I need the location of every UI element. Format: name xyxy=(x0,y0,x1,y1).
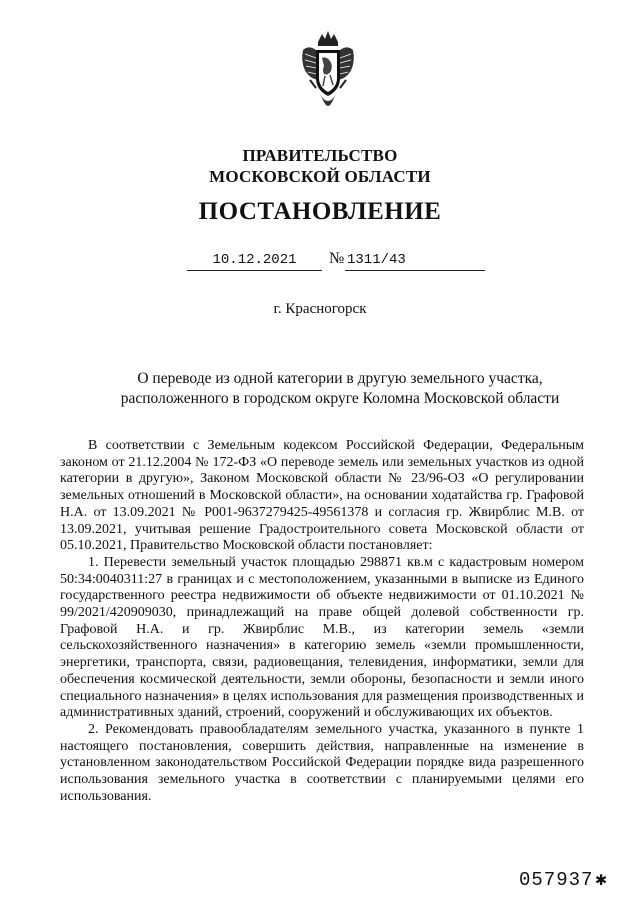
city-line: г. Красногорск xyxy=(273,301,367,317)
document-subject-line-1: О переводе из одной категории в другую земельного участка, xyxy=(137,370,543,387)
item-1-paragraph: 1. Перевести земельный участок площадью 298871 кв.м с кадастровым номером 50:34:0040311:27 в границах и с местоположением, указанными в выписке из Единого государственного реестра недвижимости об объекте недвижимости от 01.10.2021 № 99/2021/420909030, принадлежащий на праве общей долевой собственности гр. Графовой Н.А. и гр. Жвирблис М.В., из категории земель «земли сельскохозяйственного назначения» в категорию земель «земли промышленности, энергетики, транспорта, связи, радиовещания, телевидения, информатики, земли для обеспечения космической деятельности, земли обороны, безопасности и земли иного специального назначения» в целях использования для размещения производственных и административных зданий, строений, сооружений и обслуживающих их объектов. xyxy=(60,554,584,721)
document-date: 10.12.2021 xyxy=(187,252,322,271)
item-2-paragraph: 2. Рекомендовать правообладателям земельного участка, указанного в пункте 1 настоящего постановления, совершить действия, направленные на изменение в установленном законодательством Российской Федерации порядке вида разрешенного использования земельного участка в соответствии с планируемыми целями его использования. xyxy=(60,721,584,804)
document-number: 1311/43 xyxy=(345,252,485,271)
document-subject-line-2: расположенного в городском округе Коломна Московской области xyxy=(120,390,560,407)
serial-number-stamp xyxy=(519,868,608,891)
serial-asterisk-mark: ✱ xyxy=(595,869,608,891)
preamble-paragraph: В соответствии с Земельным кодексом Российской Федерации, Федеральным законом от 21.12.2004 № 172-ФЗ «О переводе земель или земельных участков из одной категории в другую», Законом Московской области № 23/96-ОЗ «О регулировании земельных отношений в Московской области», на основании ходатайства гр. Графовой Н.А. от 13.09.2021 № Р001-9637279425-49561378 и согласия гр. Жвирблис М.В. от 13.09.2021, учитывая решение Градостроительного совета Московской области от 05.10.2021, Правительство Московской области постановляет: xyxy=(60,438,584,554)
document-body xyxy=(60,438,584,805)
moscow-oblast-coat-of-arms-icon xyxy=(300,28,356,114)
document-type-title: ПОСТАНОВЛЕНИЕ xyxy=(198,198,442,225)
serial-number: 057937 xyxy=(519,869,594,891)
organization-name-line-1: ПРАВИТЕЛЬСТВО xyxy=(242,146,398,165)
number-sign: № xyxy=(329,250,345,267)
organization-name-line-2: МОСКОВСКОЙ ОБЛАСТИ xyxy=(209,167,431,186)
